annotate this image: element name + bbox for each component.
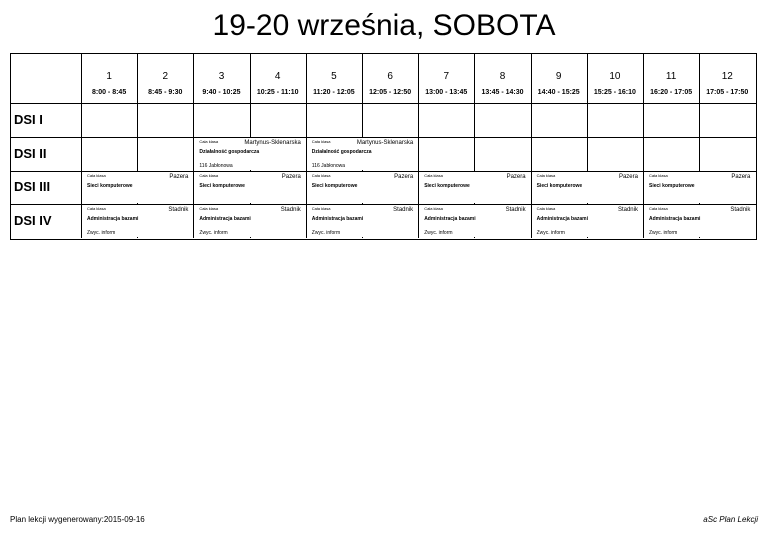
lesson-group: Cała klasa	[536, 206, 556, 212]
brand-note: aSc Plan Lekcji	[703, 515, 758, 524]
lesson-subject: Administracja bazami	[199, 216, 251, 223]
page-title: 19-20 września, SOBOTA	[212, 9, 556, 42]
lesson-subject: Sieci komputerowe	[649, 182, 695, 189]
row-divider	[10, 103, 756, 104]
lesson-cell[interactable]	[307, 172, 417, 204]
lesson-group: Cała klasa	[199, 206, 219, 212]
period-number: 9	[555, 71, 562, 82]
period-time: 9:40 - 10:25	[202, 89, 241, 96]
lesson-room: Zwyc. inform	[87, 230, 116, 236]
lesson-subject: Działalność gospodarcza	[311, 148, 372, 155]
lesson-cell[interactable]	[532, 205, 642, 237]
lesson-teacher: Martynus-Sklenarska	[244, 139, 301, 146]
class-label: DSI I	[14, 111, 43, 127]
lesson-teacher: Martynus-Sklenarska	[356, 139, 414, 146]
lesson-group: Cała klasa	[311, 138, 331, 144]
lesson-cell[interactable]	[307, 138, 417, 170]
lesson-cell[interactable]	[419, 172, 529, 204]
lesson-teacher: Stadnik	[617, 207, 638, 214]
lesson-subject: Sieci komputerowe	[199, 182, 245, 189]
lesson-teacher: Stadnik	[168, 207, 189, 214]
lesson-cell[interactable]	[307, 205, 417, 237]
period-time: 17:05 - 17:50	[706, 89, 749, 96]
lesson-teacher: Pazera	[281, 173, 301, 180]
lesson-subject: Sieci komputerowe	[87, 182, 133, 189]
period-number: 1	[106, 71, 112, 82]
lesson-teacher: Pazera	[618, 173, 638, 180]
lesson-subject: Administracja bazami	[424, 216, 476, 223]
lesson-cell[interactable]	[532, 172, 642, 204]
lesson-subject: Administracja bazami	[536, 216, 588, 223]
lesson-teacher: Stadnik	[730, 207, 751, 214]
lesson-teacher: Stadnik	[505, 207, 526, 214]
period-number: 12	[721, 71, 733, 82]
period-time: 8:45 - 9:30	[148, 89, 183, 96]
period-time: 13:45 - 14:30	[481, 89, 524, 96]
lesson-group: Cała klasa	[424, 172, 443, 178]
lesson-teacher: Pazera	[506, 173, 526, 180]
lesson-room: 116 Jabłonowa	[199, 162, 233, 169]
period-time: 11:20 - 12:05	[313, 89, 355, 96]
class-label: DSI IV	[14, 213, 52, 229]
lesson-subject: Administracja bazami	[87, 216, 139, 223]
lesson-cell[interactable]	[82, 172, 192, 204]
lesson-group: Cała klasa	[311, 172, 331, 178]
lesson-room: Zwyc. inform	[311, 230, 341, 236]
period-time: 16:20 - 17:05	[650, 89, 693, 96]
period-number: 8	[499, 71, 506, 82]
lesson-cell[interactable]	[419, 205, 529, 237]
lesson-teacher: Pazera	[394, 173, 414, 180]
period-time: 12:05 - 12:50	[369, 89, 412, 96]
lesson-teacher: Stadnik	[393, 207, 414, 214]
lesson-room: Zwyc. inform	[649, 230, 678, 236]
lesson-teacher: Stadnik	[280, 207, 301, 214]
lesson-subject: Administracja bazami	[311, 216, 364, 223]
generated-note: Plan lekcji wygenerowany:2015-09-16	[10, 515, 145, 524]
period-number: 11	[665, 71, 677, 82]
period-time: 15:25 - 16:10	[593, 89, 636, 96]
period-number: 3	[218, 71, 225, 82]
class-label: DSI III	[14, 179, 51, 195]
lesson-cell[interactable]	[194, 138, 304, 170]
timetable-grid	[10, 53, 757, 240]
period-time: 13:00 - 13:45	[425, 89, 468, 96]
lesson-subject: Sieci komputerowe	[424, 182, 470, 189]
lesson-group: Cała klasa	[424, 206, 443, 212]
lesson-cell[interactable]	[194, 172, 304, 204]
lesson-room: Zwyc. inform	[536, 230, 565, 236]
lesson-cell[interactable]	[644, 172, 754, 204]
lesson-subject: Administracja bazami	[649, 216, 701, 223]
lesson-group: Cała klasa	[87, 206, 106, 212]
lesson-teacher: Pazera	[169, 173, 189, 180]
period-time: 8:00 - 8:45	[91, 89, 127, 96]
lesson-group: Cała klasa	[199, 138, 219, 144]
period-number: 6	[387, 71, 393, 82]
period-time: 10:25 - 11:10	[256, 89, 299, 96]
lesson-room: Zwyc. inform	[199, 230, 228, 236]
lesson-cell[interactable]	[194, 205, 304, 237]
lesson-group: Cała klasa	[536, 172, 556, 178]
lesson-cell[interactable]	[644, 205, 754, 237]
lesson-group: Cała klasa	[649, 172, 668, 178]
lesson-subject: Sieci komputerowe	[536, 182, 583, 189]
lesson-group: Cała klasa	[87, 172, 106, 178]
lesson-group: Cała klasa	[199, 172, 219, 178]
period-number: 5	[331, 71, 337, 82]
lesson-cell[interactable]	[82, 205, 192, 237]
period-number: 10	[609, 71, 621, 82]
class-label: DSI II	[14, 145, 47, 161]
lesson-room: Zwyc. inform	[424, 230, 453, 236]
period-number: 4	[274, 71, 281, 82]
lesson-subject: Działalność gospodarcza	[199, 148, 260, 155]
lesson-room: 116 Jabłonowa	[311, 162, 346, 169]
period-number: 7	[443, 71, 450, 82]
lesson-teacher: Pazera	[731, 173, 751, 180]
lesson-subject: Sieci komputerowe	[311, 182, 358, 189]
period-time: 14:40 - 15:25	[537, 89, 580, 96]
lesson-group: Cała klasa	[311, 206, 331, 212]
period-number: 2	[162, 71, 169, 82]
lesson-group: Cała klasa	[649, 206, 668, 212]
